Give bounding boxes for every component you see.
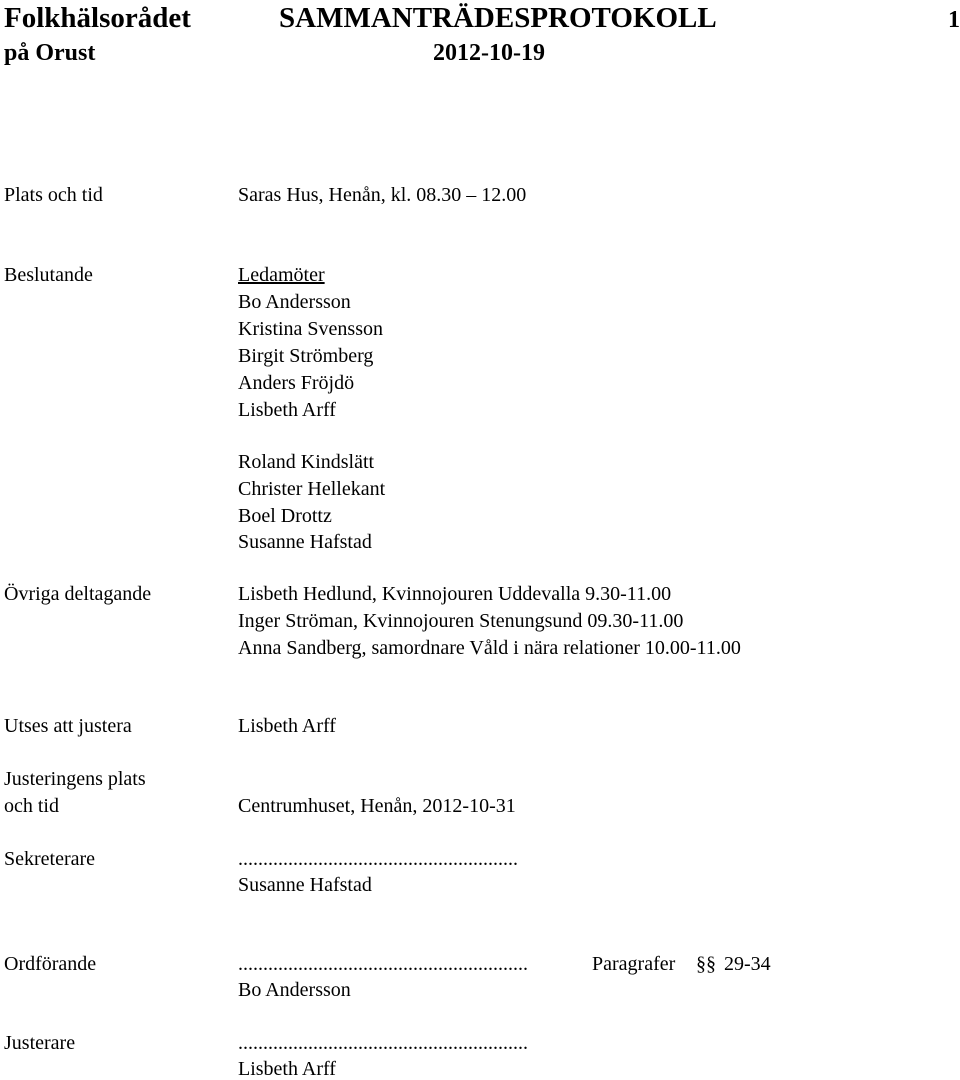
adjuster-signature-line: .......................................................... [238,1032,528,1054]
adjuster-appointed-label: Utses att justera [4,715,132,737]
member-name: Lisbeth Arff [238,399,336,421]
deciding-other-name: Roland Kindslätt [238,451,375,473]
chair-label: Ordförande [4,953,97,975]
secretary-name: Susanne Hafstad [238,874,372,896]
adjustment-label-line1: Justeringens plats [4,768,146,790]
member-name: Bo Andersson [238,291,351,313]
member-name: Birgit Strömberg [238,345,374,367]
section-symbol: §§ [696,953,716,975]
place-value: Saras Hus, Henån, kl. 08.30 – 12.00 [238,184,527,206]
org-name-line1: Folkhälsorådet [4,2,191,34]
adjustment-label-line2: och tid [4,795,59,817]
page-number: 1 [948,7,960,33]
other-participants-label: Övriga deltagande [4,583,152,605]
other-participant: Lisbeth Hedlund, Kvinnojouren Uddevalla 9.30-11.00 [238,583,672,605]
paragraphs-value: 29-34 [724,953,771,975]
adjuster-label: Justerare [4,1032,76,1054]
deciding-other-name: Boel Drottz [238,505,332,527]
deciding-other-name: Susanne Hafstad [238,531,372,553]
chair-signature-line: .......................................................... [238,953,528,975]
adjuster-appointed-value: Lisbeth Arff [238,715,336,737]
chair-name: Bo Andersson [238,979,351,1001]
secretary-signature-line: ........................................................ [238,848,518,870]
members-heading: Ledamöter [238,264,325,286]
deciding-other-name: Christer Hellekant [238,478,386,500]
adjustment-value: Centrumhuset, Henån, 2012-10-31 [238,795,516,817]
other-participant: Inger Ströman, Kvinnojouren Stenungsund 09.30-11.00 [238,610,684,632]
member-name: Kristina Svensson [238,318,383,340]
document-title: SAMMANTRÄDESPROTOKOLL [279,2,717,34]
place-label: Plats och tid [4,184,103,206]
member-name: Anders Fröjdö [238,372,355,394]
other-participant: Anna Sandberg, samordnare Våld i nära relationer 10.00-11.00 [238,637,741,659]
org-name-line2: på Orust [4,40,96,66]
adjuster-name: Lisbeth Arff [238,1058,336,1080]
deciding-label: Beslutande [4,264,93,286]
meeting-date: 2012-10-19 [433,40,545,66]
secretary-label: Sekreterare [4,848,96,870]
paragraphs-label: Paragrafer [592,953,676,975]
